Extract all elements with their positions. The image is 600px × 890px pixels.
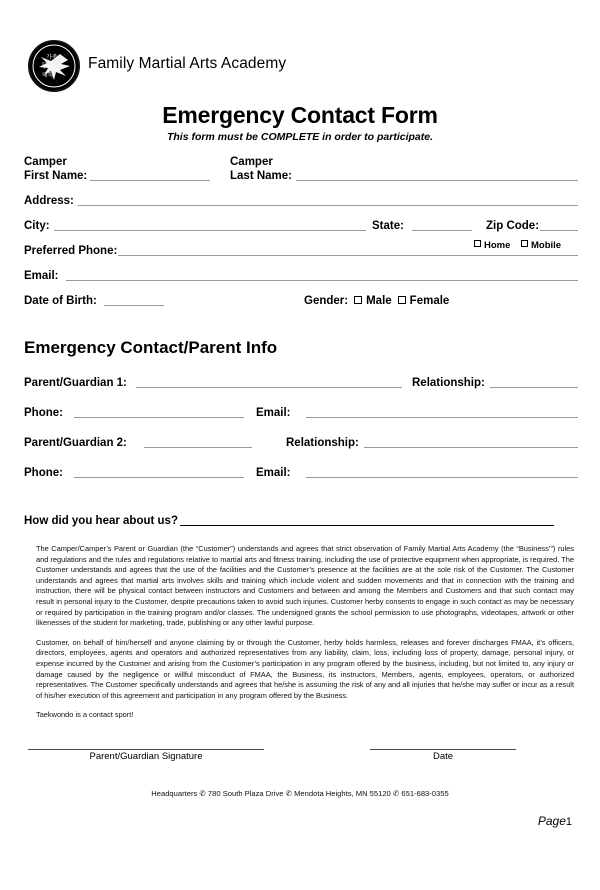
footer-headquarters-label: Headquarters bbox=[151, 788, 198, 798]
phone1-label: Phone: bbox=[24, 407, 63, 419]
preferred-phone-input[interactable] bbox=[118, 255, 578, 256]
address-input[interactable] bbox=[78, 205, 578, 206]
camper-first-name-label-top: Camper bbox=[24, 156, 67, 168]
camper-last-name-label-top: Camper bbox=[230, 156, 273, 168]
gender-label: Gender: bbox=[304, 295, 349, 307]
dob-input[interactable] bbox=[104, 305, 164, 306]
guardian1-label: Parent/Guardian 1: bbox=[24, 377, 127, 389]
martial-arts-emblem-icon bbox=[28, 40, 80, 92]
signature-caption: Parent/Guardian Signature bbox=[89, 750, 203, 762]
email-row bbox=[24, 262, 578, 287]
relationship2-input[interactable] bbox=[364, 447, 578, 448]
emergency-contact-form-page bbox=[0, 40, 600, 890]
svg-text:가족: 가족 bbox=[46, 54, 58, 61]
emergency-section-heading: Emergency Contact/Parent Info bbox=[24, 338, 278, 357]
camper-info-section bbox=[0, 157, 600, 312]
legal-paragraph-2: Customer, on behalf of him/herself and anyone claiming by or through the Customer, herby holds harmless, releases and forever discharges FMAA, it’s officers, directors, employees, agents and operators and authorized representatives from any liability, claim, loss, including loss of property, damage, personal injury, or expense incurred by the Customer and arising from the Customer’s participation in any program offered by the business, including, but not limited to, any injury or damage caused by the negligence or willful misconduct of FMAA, the Business, its instructors, Members, agents, employees, operators, or authorized representatives. The Customer specifically understands and agrees that he/she is assuming the risk of any and all injuries that he/she may suffer or incur as a result of his/her execution of this agreement and participation in any program offered by the Business. bbox=[36, 637, 574, 700]
legal-text-section bbox=[0, 544, 600, 721]
footer-phone-number: 651-683-0355 bbox=[401, 788, 449, 798]
phone2-email2-row bbox=[24, 454, 578, 484]
svg-text:대학: 대학 bbox=[42, 72, 54, 79]
brand-name: Family Martial Arts Academy bbox=[88, 55, 287, 72]
page-number-footer bbox=[538, 814, 572, 828]
camper-last-name-input[interactable] bbox=[296, 180, 578, 181]
referral-label: How did you hear about us? bbox=[24, 515, 178, 527]
guardian1-row bbox=[24, 364, 578, 394]
date-caption: Date bbox=[432, 750, 454, 762]
gender-female-label: Female bbox=[409, 295, 450, 307]
phone-type-home-label: Home bbox=[484, 240, 511, 251]
checkbox-box-home[interactable] bbox=[474, 240, 481, 247]
guardian2-label: Parent/Guardian 2: bbox=[24, 437, 127, 449]
relationship2-label: Relationship: bbox=[286, 437, 359, 449]
guardian2-row bbox=[24, 424, 578, 454]
email1-label: Email: bbox=[256, 407, 291, 419]
state-label: State: bbox=[372, 220, 404, 232]
page-number-value: 1 bbox=[565, 816, 572, 828]
footer-city-state-zip: Mendota Heights, MN 55120 bbox=[294, 788, 391, 798]
phone1-input[interactable] bbox=[74, 417, 244, 418]
guardian2-input[interactable] bbox=[144, 447, 252, 448]
relationship1-input[interactable] bbox=[490, 387, 578, 388]
phone2-input[interactable] bbox=[74, 477, 244, 478]
gender-group bbox=[304, 295, 449, 307]
address-label: Address: bbox=[24, 195, 74, 207]
gender-male-label: Male bbox=[366, 295, 392, 307]
footer-address bbox=[0, 789, 600, 798]
legal-paragraph-3: Taekwondo is a contact sport! bbox=[36, 710, 134, 720]
email2-input[interactable] bbox=[306, 477, 578, 478]
address-row bbox=[24, 187, 578, 212]
legal-paragraph-1: The Camper/Camper’s Parent or Guardian (the “Customer”) understands and agrees that strict observation of Family Martial Arts Academy (the “Business’”) rules and regulations and the rules and regulations relative to martial arts and fitness training, including the use of protective equipment when appropriate, is required. The Customer understands and agrees that the use of the facilities and the Customer’s presence at the facilities are at the sole risk of the Customer. The Customer understands and agrees that martial arts involves skills and training which include violent and sudden movements and that in connection with the training and instruction, there will be physical contact between instructors and Customers and between and among the Members and Customers and that such contact may result in personal injury to the Customer, despite precautions taken to avoid such injuries. Customer herby consents to engage in such contact as may be necessary or required by participation in the training program and/or classes. The undersigned grants the school permission to use photographs, videotapes, artwork or other likenesses of the student for marketing, trade, publishing or any other lawful purpose. bbox=[36, 544, 574, 628]
checkbox-box-mobile[interactable] bbox=[521, 240, 528, 247]
city-label: City: bbox=[24, 220, 50, 232]
referral-row bbox=[0, 506, 600, 532]
camper-first-name-input[interactable] bbox=[90, 180, 210, 181]
email-label: Email: bbox=[24, 270, 59, 282]
camper-last-name-label: Last Name: bbox=[230, 170, 292, 182]
form-header bbox=[0, 40, 600, 98]
preferred-phone-row bbox=[24, 237, 578, 262]
checkbox-box-female[interactable] bbox=[398, 296, 406, 304]
email1-input[interactable] bbox=[306, 417, 578, 418]
zip-label: Zip Code: bbox=[486, 220, 540, 232]
emergency-contact-section bbox=[0, 364, 600, 484]
checkbox-box-male[interactable] bbox=[354, 296, 362, 304]
phone-type-mobile-label: Mobile bbox=[531, 240, 562, 251]
zip-input[interactable] bbox=[540, 230, 578, 231]
signature-section bbox=[0, 743, 600, 787]
phone-separator-icon-3: ✆ bbox=[392, 788, 400, 798]
phone-type-home-checkbox[interactable] bbox=[474, 240, 510, 251]
preferred-phone-label: Preferred Phone: bbox=[24, 245, 118, 257]
referral-input[interactable] bbox=[180, 525, 554, 526]
dob-gender-row bbox=[24, 287, 578, 312]
relationship1-label: Relationship: bbox=[412, 377, 485, 389]
camper-name-row bbox=[24, 157, 578, 187]
phone-separator-icon-1: ✆ bbox=[199, 788, 206, 798]
camper-first-name-label: First Name: bbox=[24, 170, 88, 182]
email2-label: Email: bbox=[256, 467, 291, 479]
footer-street: 780 South Plaza Drive bbox=[207, 788, 284, 798]
phone-type-mobile-checkbox[interactable] bbox=[521, 240, 561, 251]
date-line[interactable] bbox=[370, 749, 516, 750]
signature-line[interactable] bbox=[28, 749, 264, 750]
email-input[interactable] bbox=[66, 280, 578, 281]
state-input[interactable] bbox=[412, 230, 472, 231]
guardian1-input[interactable] bbox=[136, 387, 402, 388]
page-word: Page bbox=[537, 814, 566, 828]
phone-separator-icon-2: ✆ bbox=[285, 788, 292, 798]
dob-label: Date of Birth: bbox=[24, 295, 97, 307]
svg-text:무술: 무술 bbox=[41, 62, 55, 70]
page-title: Emergency Contact Form bbox=[162, 102, 438, 128]
page-subtitle: This form must be COMPLETE in order to participate. bbox=[166, 131, 434, 143]
phone1-email1-row bbox=[24, 394, 578, 424]
phone2-label: Phone: bbox=[24, 467, 63, 479]
city-input[interactable] bbox=[54, 230, 366, 231]
city-state-zip-row bbox=[24, 212, 578, 237]
